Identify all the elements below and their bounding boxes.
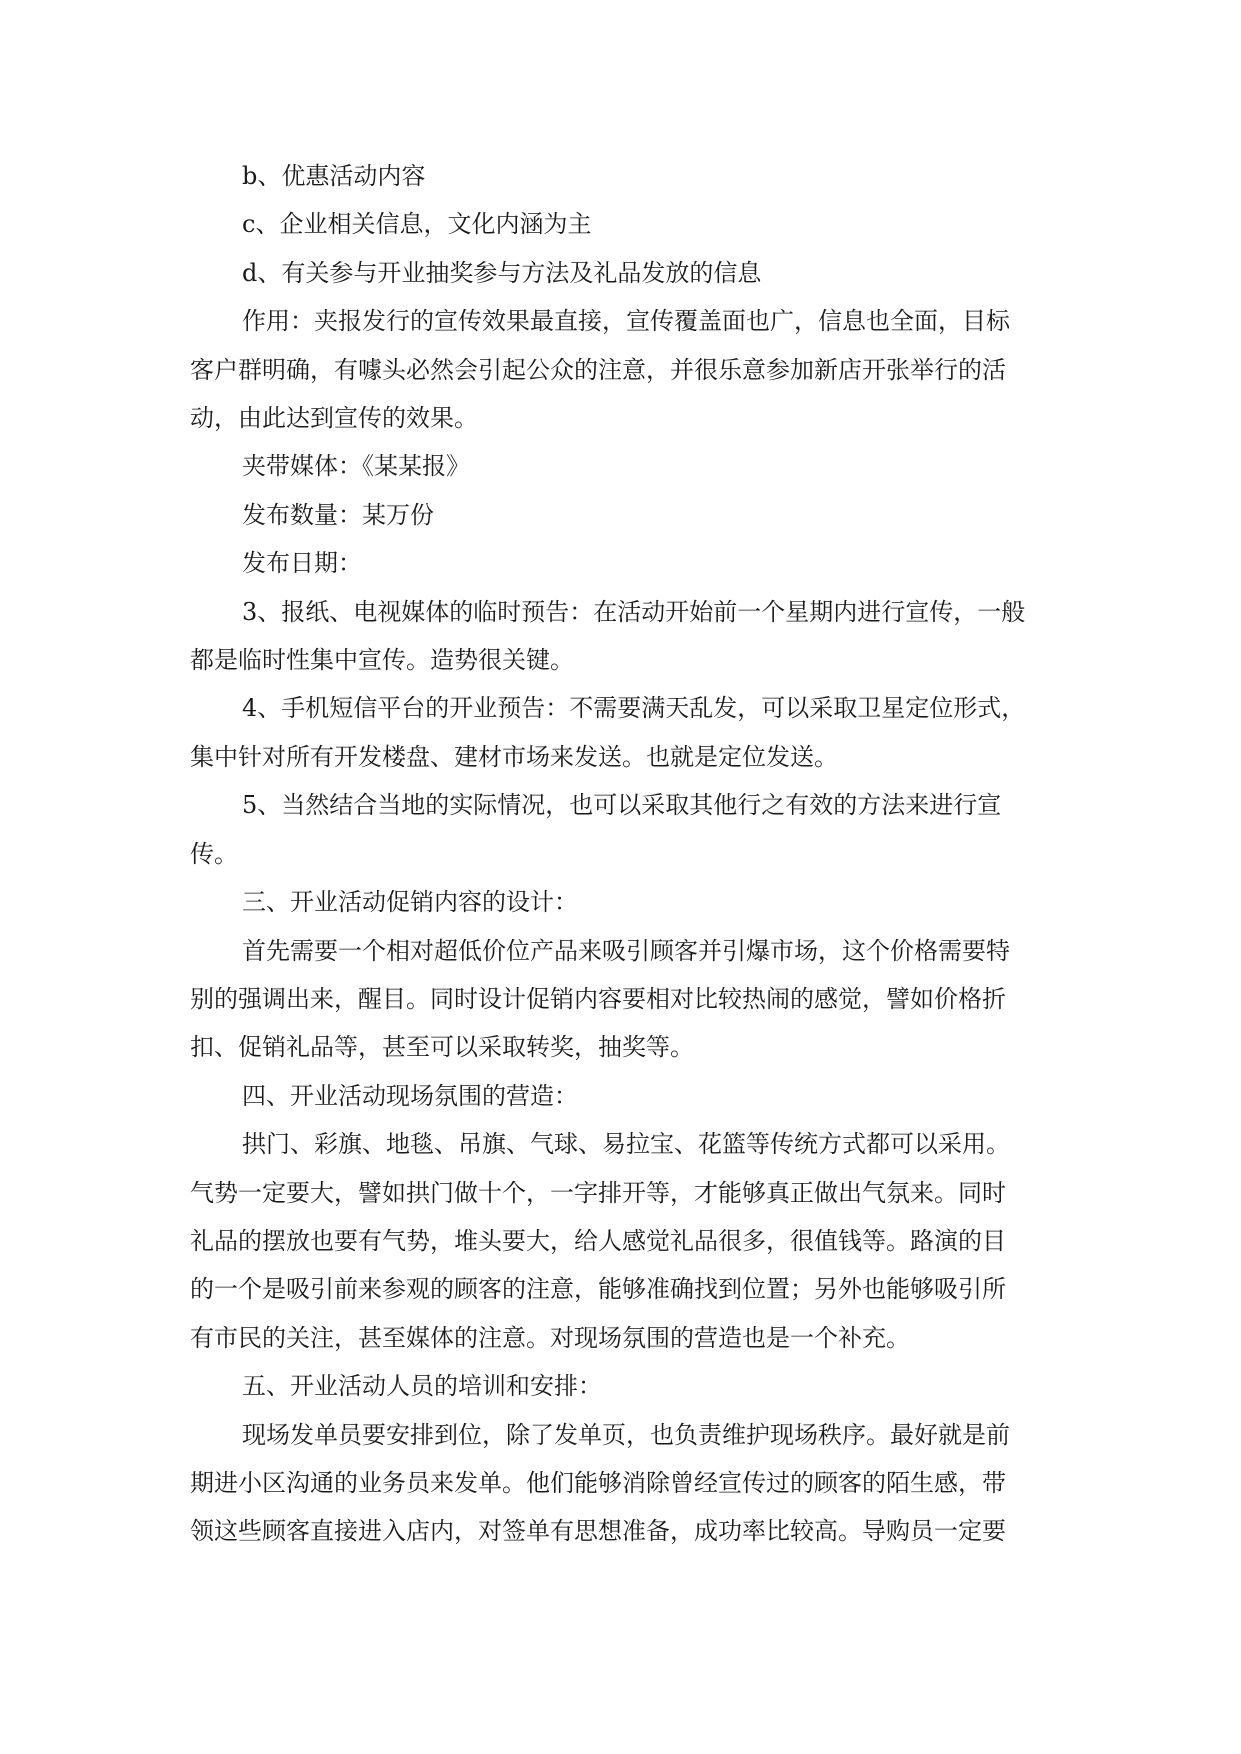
paragraph-point-5: 5、当然结合当地的实际情况，也可以采取其他行之有效的方法来进行宣 传。: [190, 791, 1002, 868]
paragraph-item-b: b、优惠活动内容: [242, 162, 426, 190]
paragraph-promotion: 首先需要一个相对超低价位产品来吸引顾客并引爆市场，这个价格需要特 别的强调出来，醒目。同时设计促销内容要相对比较热闹的感觉，譬如价格折 扣、促销礼品等，甚至可以采取转奖，抽奖等。: [190, 936, 1010, 1062]
paragraph-quantity: 发布数量：某万份: [242, 500, 434, 529]
paragraph-staff: 现场发单员要安排到位，除了发单页，也负责维护现场秩序。最好就是前 期进小区沟通的业务员来发单。他们能够消除曾经宣传过的顾客的陌生感，带 领这些顾客直接进入店内，对签单有思想准备，成功率比较高。导购员一定要: [190, 1420, 1010, 1546]
section-heading-5: 五、开业活动人员的培训和安排：: [242, 1372, 602, 1401]
document-body: [190, 152, 1052, 1556]
paragraph-point-3: 3、报纸、电视媒体的临时预告：在活动开始前一个星期内进行宣传，一般 都是临时性集中宣传。造势很关键。: [190, 597, 1026, 675]
paragraph-item-d: d、有关参与开业抽奖参与方法及礼品发放的信息: [242, 258, 762, 287]
section-heading-4: 四、开业活动现场氛围的营造：: [242, 1081, 578, 1110]
section-heading-3: 三、开业活动促销内容的设计：: [242, 888, 578, 917]
paragraph-media: 夹带媒体：《某某报》: [242, 452, 470, 481]
paragraph-effect: 作用：夹报发行的宣传效果最直接，宣传覆盖面也广，信息也全面，目标 客户群明确，有噱头必然会引起公众的注意，并很乐意参加新店开张举行的活 动，由此达到宣传的效果。: [190, 307, 1010, 433]
paragraph-item-c: c、企业相关信息，文化内涵为主: [242, 210, 592, 239]
paragraph-date: 发布日期：: [242, 549, 362, 578]
paragraph-atmosphere: 拱门、彩旗、地毯、吊旗、气球、易拉宝、花篮等传统方式都可以采用。 气势一定要大，譬如拱门做十个，一字排开等，才能够真正做出气氛来。同时 礼品的摆放也要有气势，堆头要大，给人感觉礼品很多，很值钱等。路演的目 的一个是吸引前来参观的顾客的注意，能够准确找到位置；另外也能够吸引所 有市民的关注，甚至媒体的注意。对现场氛围的营造也是一个补充。: [190, 1130, 1010, 1352]
paragraph-point-4: 4、手机短信平台的开业预告：不需要满天乱发，可以采取卫星定位形式， 集中针对所有开发楼盘、建材市场来发送。也就是定位发送。: [190, 694, 1026, 771]
